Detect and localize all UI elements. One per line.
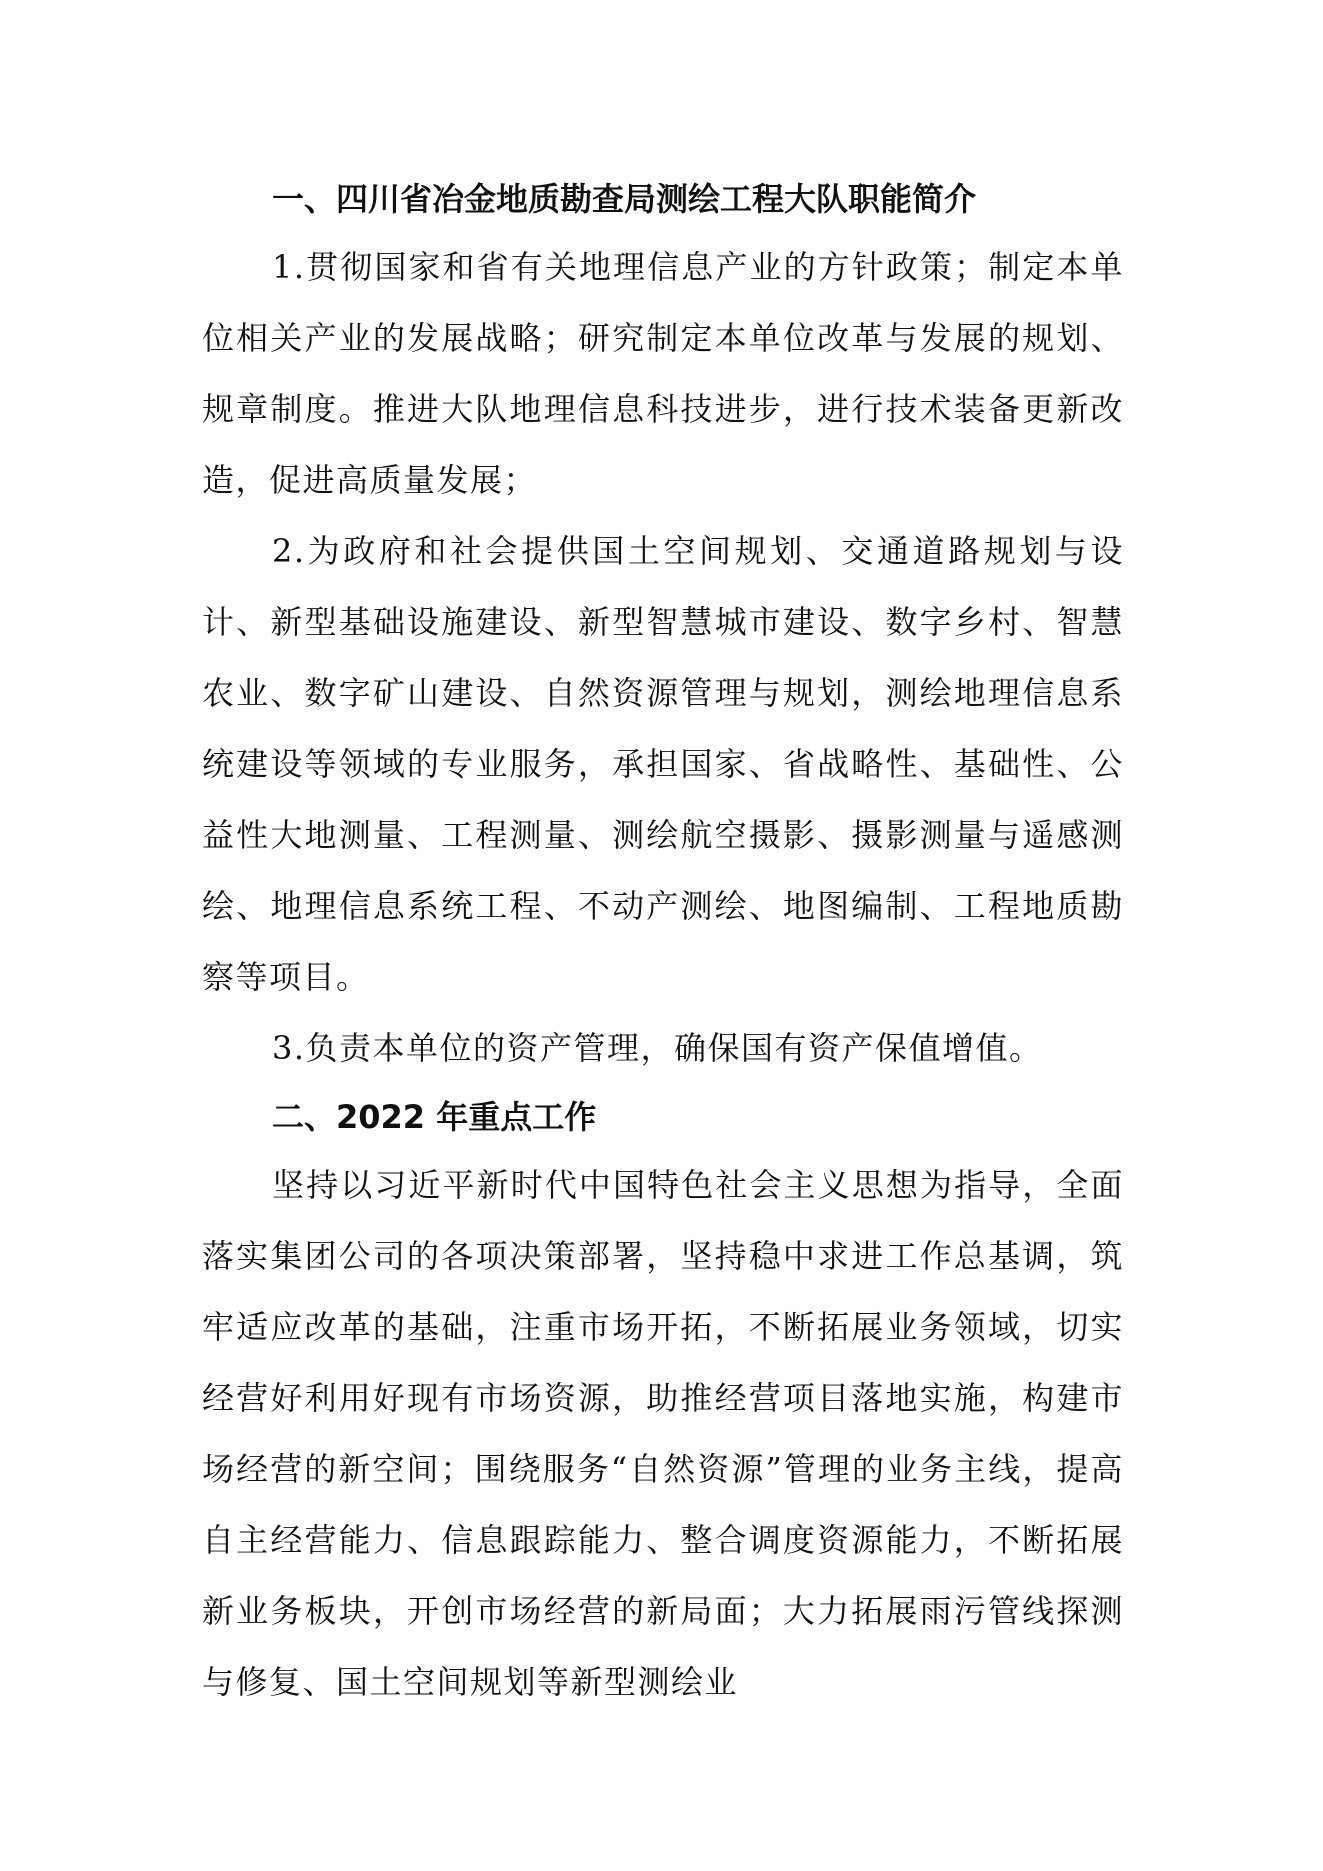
paragraph-item-2: 2.为政府和社会提供国土空间规划、交通道路规划与设计、新型基础设施建设、新型智慧城市建设、数字乡村、智慧农业、数字矿山建设、自然资源管理与规划，测绘地理信息系统建设等领域的专业服务，承担国家、省战略性、基础性、公益性大地测量、工程测量、测绘航空摄影、摄影测量与遥感测绘、地理信息系统工程、不动产测绘、地图编制、工程地质勘察等项目。 xyxy=(202,532,1124,996)
section-heading-key-work: 二、2022 年重点工作 xyxy=(272,1098,597,1136)
paragraph-item-3: 3.负责本单位的资产管理，确保国有资产保值增值。 xyxy=(272,1029,1043,1067)
paragraph-item-1: 1.贯彻国家和省有关地理信息产业的方针政策；制定本单位相关产业的发展战略；研究制定本单位改革与发展的规划、规章制度。推进大队地理信息科技进步，进行技术装备更新改造，促进高质量发展； xyxy=(202,248,1124,499)
paragraph-key-work: 坚持以习近平新时代中国特色社会主义思想为指导，全面落实集团公司的各项决策部署，坚持稳中求进工作总基调，筑牢适应改革的基础，注重市场开拓，不断拓展业务领域，切实经营好利用好现有市场资源，助推经营项目落地实施，构建市场经营的新空间；围绕服务“自然资源”管理的业务主线，提高自主经营能力、信息跟踪能力、整合调度资源能力，不断拓展新业务板块，开创市场经营的新局面；大力拓展雨污管线探测与修复、国土空间规划等新型测绘业 xyxy=(202,1166,1124,1701)
document-body xyxy=(202,166,1124,1718)
section-heading-functions: 一、四川省冶金地质勘查局测绘工程大队职能简介 xyxy=(272,180,977,218)
